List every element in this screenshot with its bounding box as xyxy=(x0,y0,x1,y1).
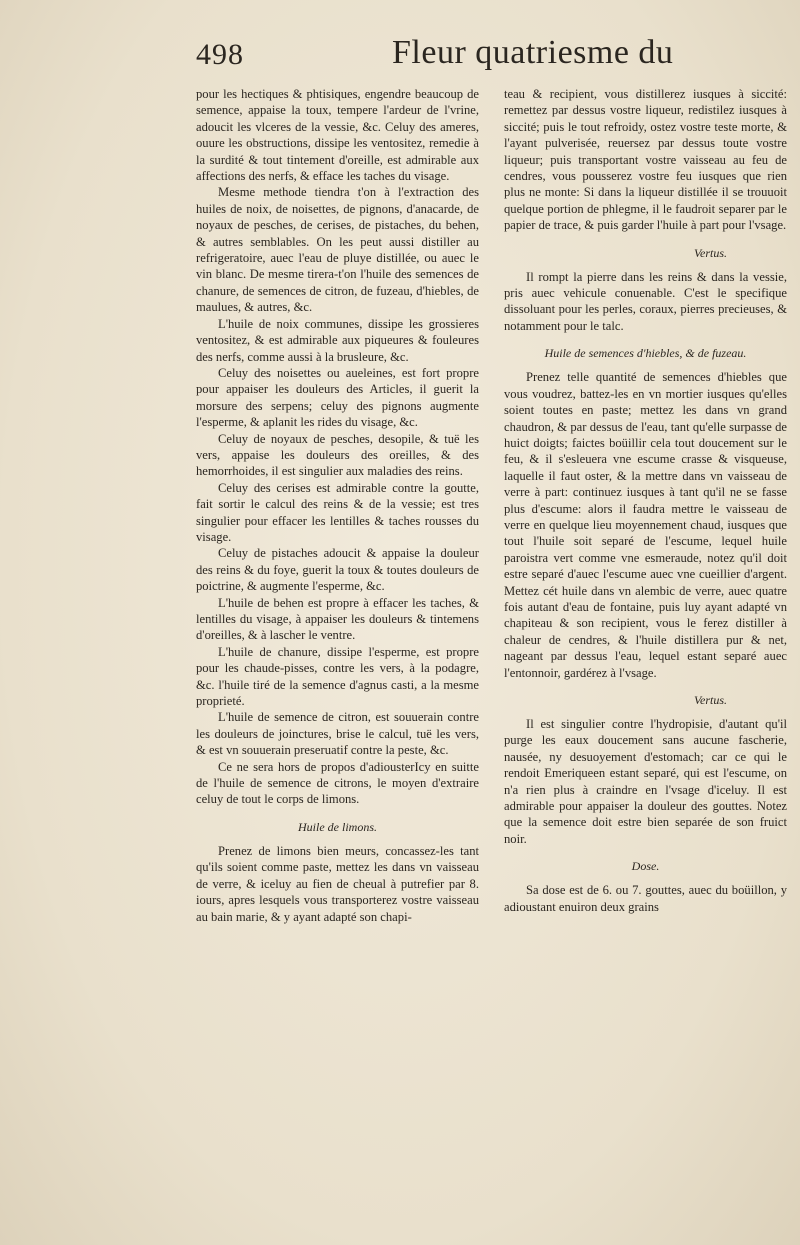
paragraph: L'huile de noix communes, dissipe les grossieres ventositez, & est admirable aux piqueures & fouleures des nerfs, comme aussi à la brusleure, &c. xyxy=(196,316,479,364)
paragraph: L'huile de semence de citron, est souuerain contre les douleurs de joinctures, brise le calcul, tuë les vers, & est vn souuerain preseruatif contre la peste, &c. xyxy=(196,710,479,758)
page-header xyxy=(196,34,676,84)
paragraph: Prenez de limons bien meurs, concassez-les tant qu'ils soient comme paste, mettez les dans vn vaisseau de verre, & iceluy au fien de cheual à putrefier par 8. iours, apres lesquels vous transporterez vostre vaisseau au bain marie, & y ayant adapté son chapi- xyxy=(196,843,479,924)
paragraph: Il rompt la pierre dans les reins & dans la vessie, pris auec vehicule conuenable. C'est le specifique dissoluant pour les perles, coraux, pierres precieuses, & notamment pour le talc. xyxy=(504,269,787,333)
section-heading: Dose. xyxy=(631,859,660,874)
section-heading: Huile de semences d'hiebles, & de fuzeau. xyxy=(544,346,747,361)
running-title: Fleur quatriesme du xyxy=(392,34,674,71)
paragraph: Il est singulier contre l'hydropisie, d'autant qu'il purge les eaux doucement sans aucune fascherie, nausée, ny desuoyement d'estomach; car ce qui le rendoit Emeriqueen estant separé, qui est l'escume, on n'a rien plus à craindre en l'vsage d'iceluy. Il est admirable pour appaiser la douleur des gouttes. Notez que la semence doit estre bien separée de son fruict noir. xyxy=(504,717,787,846)
paragraph: L'huile de chanure, dissipe l'esperme, est propre pour les chaude-pisses, contre les vers, à la podagre, &c. l'huile tiré de la semence d'agnus casti, a la mesme proprieté. xyxy=(196,644,479,709)
section-heading: Huile de limons. xyxy=(298,819,377,834)
paragraph: Celuy de noyaux de pesches, desopile, & tuë les vers, appaise les douleurs des oreilles, & des hemorrhoides, il est singulier aux maladies des reins. xyxy=(196,431,479,479)
paragraph: Celuy de pistaches adoucit & appaise la douleur des reins & du foye, guerit la toux & toutes douleurs de poictrine, & augmente l'esperme, &c. xyxy=(196,546,479,594)
paragraph: Mesme methode tiendra t'on à l'extraction des huiles de noix, de noisettes, de pignons, d'anacarde, de noyaux de pesches, de cerises, de pistaches, du behen, & autres semblables. On les peut aussi distiller au refrigeratoire, auec l'eau de pluye distillée, ou auec le vin blanc. De mesme tirera-t'on l'huile des semences de chanure, de semences de citron, de fuzeau, d'hiebles, de maulues, & autres, &c. xyxy=(196,185,479,315)
paragraph: Prenez telle quantité de semences d'hiebles que vous voudrez, battez-les en vn mortier iusques qu'elles soient toutes en paste; mettez les dans vn grand chaudron, & par dessus de l'eau, tant qu'elle surpasse de huict doigts; faictes boüillir cela tout doucement sur le feu, & il s'esleuera vne escume crasse & visqueuse, laquelle il faut oster, & la mettre dans vn vaisseau de verre à part: continuez iusques à tant qu'il ne se fasse plus d'escume: alors il faudra mettre le vaisseau de verre en quelque lieu moyennement chaud, iusques que tout l'huile soit separé de l'escume, lequel huile paroistra vert comme vne esmeraude, notez qu'il doit estre separé d'auec l'escume auec vne cueillier d'argent. Mettez cét huile dans vn alembic de verre, auec quatre fois autant d'eau de fontaine, puis luy ayant adapté vn chapiteau & son recipient, vous le ferez distiller à chaleur de cendres, & l'huile distillera pur & net, nageant par dessus l'eau, lequel estant separé auec l'entonnoir, gardérez à l'vsage. xyxy=(504,370,787,680)
paragraph: Sa dose est de 6. ou 7. gouttes, auec du boüillon, y adioustant enuiron deux grains xyxy=(504,883,787,914)
section-heading: Vertus. xyxy=(694,693,727,707)
paragraph: pour les hectiques & phtisiques, engendre beaucoup de semence, appaise la toux, tempere l'ardeur de l'vrine, adoucit les vlceres de la vessie, &c. Celuy des ameres, ouure les obstructions, dissipe les ventositez, remedie à la surdité & tout tintement d'oreille, est admirable aux affections des nerfs, & efface les taches du visage. xyxy=(196,87,479,184)
page-number: 498 xyxy=(196,38,244,71)
paragraph: Ce ne sera hors de propos d'adiousterIcy en suitte de l'huile de semence de citrons, le moyen d'extraire celuy de tout le corps de limons. xyxy=(196,759,479,807)
section-heading: Vertus. xyxy=(694,245,727,260)
left-column xyxy=(196,86,479,925)
paragraph: Celuy des noisettes ou aueleines, est fort propre pour appaiser les douleurs des Articles, il guerit la morsure des serpens; celuy des pignons augmente l'esperme, & aplanit les rides du visage, &c. xyxy=(196,365,479,430)
right-column xyxy=(504,86,787,915)
paragraph: L'huile de behen est propre à effacer les taches, & lentilles du visage, à appaiser les douleurs & tintemens d'oreilles, & à lascher le ventre. xyxy=(196,595,479,643)
paragraph: teau & recipient, vous distillerez iusques à siccité: remettez par dessus vostre liqueur, redistilez iusques à siccité; puis le tout refroidy, ostez vostre teste morte, & l'ayant pulverisée, reuersez par dessus toute vostre liqueur; puis transportant vostre vaisseau au feu de cendres, vous pousserez vostre feu iusques que rien plus ne monte: Si dans la liqueur distillée il se trouuoit quelque portion de phlegme, il le faudroit separer par le papier de trace, & puis garder l'huile à part pour l'vsage. xyxy=(504,87,787,233)
paragraph: Celuy des cerises est admirable contre la goutte, fait sortir le calcul des reins & de la vessie; est tres singulier pour effacer les lentilles & taches rousses du visage. xyxy=(196,480,479,544)
